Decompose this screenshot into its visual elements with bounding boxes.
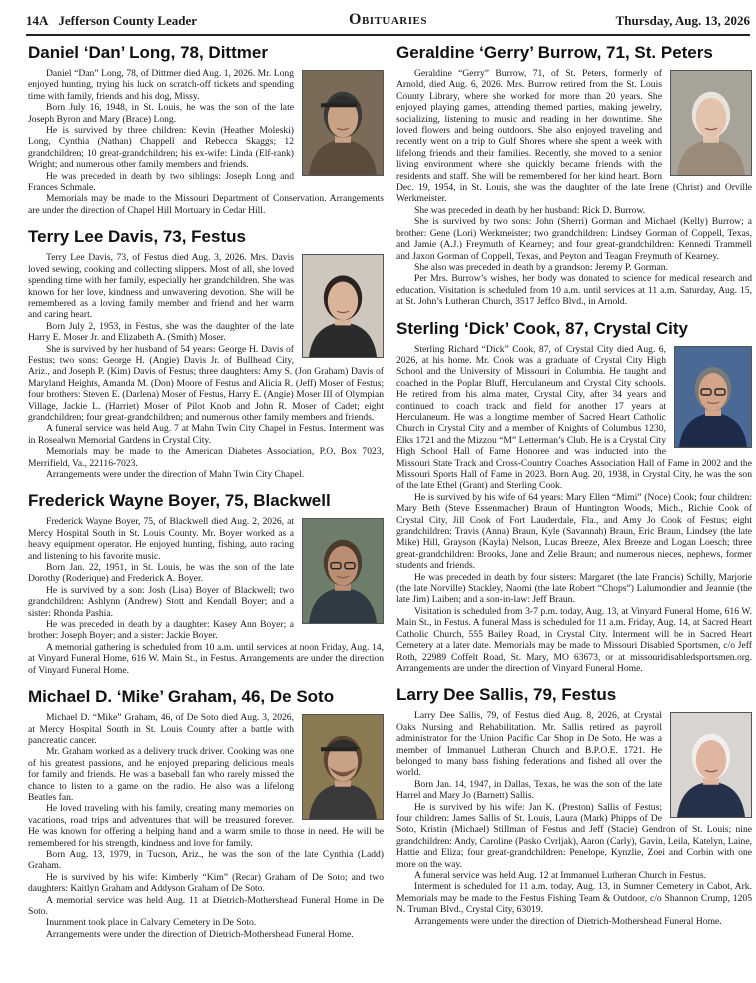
obituary-paragraph: A memorial gathering is scheduled from 10 a.m. until services at noon Friday, Aug. 14, at Vinyard Funeral Home, 616 W. Main St., in Festus. Arrangements are under the direction of Vinyard Funeral Home.	[28, 641, 384, 676]
obituary-right-1	[396, 318, 752, 675]
obituary-paragraph: A funeral service was held Aug. 12 at Immanuel Lutheran Church in Festus.	[414, 870, 707, 881]
obituary-paragraph: Born July 16, 1948, in St. Louis, he was the son of the late Joseph Byron and Mary (Brace) Long.	[28, 102, 294, 125]
obituary-paragraph: Geraldine “Gerry” Burrow, 71, of St. Peters, formerly of Arnold, died Aug. 6, 2026. Mrs. Burrow retired from the St. Louis County Library, where she worked for more than 20 years. She enjoyed playing games, attending themed parties, making jewelry, socializing, listening to music and reading in her downtime. She loved flowers and being outdoors. She also enjoyed traveling and recently went on a trip to Gulf Shores where she spent a week with lifelong friends and their families. Recently, she moved to a senior living environment where she quickly became friends with the residents and staff. She will be remembered for her kind heart. Born Dec. 19, 1954, in St. Louis, she was the daughter of the late Irene (Christ) and Orville Werkmeister.	[396, 68, 752, 205]
obituary-left-2	[28, 490, 384, 676]
obituary-paragraph: Per Mrs. Burrow’s wishes, her body was donated to science for medical research and education. Visitation is scheduled from 10 a.m. until services at 11 a.m. Saturday, Aug. 15, at St. John’s Lutheran Church, 3517 Jeffco Blvd., in Arnold.	[396, 273, 752, 308]
obituary-paragraph: She also was preceded in death by a grandson: Jeremy P. Gorman.	[414, 261, 668, 273]
obituary-paragraph: He is survived by three children: Kevin (Heather Moleski) Long, Cynthia (Nathan) Chappell and Rebecca Skaggs; 12 grandchildren; 10 great-grandchildren; his ex-wife: Linda (Elf-rank) Wright; and numerous other family members and friends.	[28, 125, 294, 171]
obituary-paragraph: Daniel “Dan” Long, 78, of Dittmer died Aug. 1, 2026. Mr. Long enjoyed hunting, trying his luck on scratch-off tickets and spending time with family, friends and his dog, Missy.	[28, 68, 294, 102]
obituary-paragraph: Mr. Graham worked as a delivery truck driver. Cooking was one of his greatest passions, and he enjoyed preparing delicious meals for family and friends. He was a baseball fan who rarely missed the chance to listen to a game on the radio. He also was a lifelong Beatles fan.	[28, 746, 294, 803]
header-rule	[26, 34, 750, 36]
obituary-paragraph: Memorials may be made to the Missouri Department of Conservation. Arrangements are under the direction of Chapel Hill Mortuary in Cedar Hill.	[28, 193, 384, 216]
obituary-paragraph: Arrangements were under the direction of Dietrich-Mothershead Funeral Home.	[46, 928, 354, 940]
obituary-paragraph: He was preceded in death by four sisters: Margaret (the late Francis) Schilly, Marjorie (the late Norville) Stackley, Naomi (the late Robert “Chops”) Lalumondier and Jeannie (the late Jim) Laiben; and a son-in-law: Jeff Braun.	[396, 571, 752, 606]
obituary-headline: Frederick Wayne Boyer, 75, Blackwell	[28, 491, 331, 511]
obituary-paragraph: Born Aug. 13, 1979, in Tucson, Ariz., he was the son of the late Cynthia (Ladd) Graham.	[28, 848, 384, 872]
obituary-paragraph: Born Jan. 22, 1951, in St. Louis, he was the son of the late Dorothy (Roderique) and Frederick A. Boyer.	[28, 562, 294, 585]
obituary-paragraph: Inurnment took place in Calvary Cemetery in De Soto.	[46, 917, 257, 929]
obituary-paragraph: Sterling Richard “Dick” Cook, 87, of Crystal City died Aug. 6, 2026, at his home. Mr. Cook was a graduate of Crystal City High School and the University of Missouri in Columbia. He taught and coached in the Poplar Bluff, Herculaneum and Crystal City schools. He retired from his alma mater, Crystal City, after 34 years and continued to coach track and field for another 17 years at Herculaneum. He was a longtime member of Sacred Heart Catholic Church in Crystal City and a member of Knights of Columbus 1230, Elks 1721 and the Mizzou “M” Letterman’s Club. He is a Crystal City High School Hall of Fame Honoree and was inducted into the Missouri State Track and Cross-Country Coaches Association Hall of Fame in 2002 and the Missouri Sports Hall of Fame in 2023. Born Aug. 20, 1938, in Crystal City, he was the son of the late Ethel (Grant) and Sterling Cook.	[396, 343, 752, 492]
obituary-headline: Larry Dee Sallis, 79, Festus	[396, 685, 617, 705]
woman-portrait	[302, 254, 384, 358]
obituary-paragraph: She is survived by two sons: John (Sherri) Gorman and Michael (Kelly) Burrow; a brother: Gene (Lori) Werkmeister; two grandchildren: Lindsey Gorman of Coppell, Texas, and Jamie (A.J.) Freymuth of Kearney; and four great-grandchildren: Kennedi Trammell and Jaxon Gorman of Coppell, Texas, and Peyton and Teagan Freymuth of Kearney.	[396, 216, 752, 262]
obituary-paragraph: Memorials may be made to the American Diabetes Association, P.O. Box 7023, Merrifield, Va., 22116-7023.	[28, 446, 384, 469]
obituary-right-2	[396, 684, 752, 927]
obituary-paragraph: Larry Dee Sallis, 79, of Festus died Aug. 8, 2026, at Crystal Oaks Nursing and Rehabilitation. Mr. Sallis retired as payroll administrator for the Union Pacific Car Shop in De Soto. He was a member of Immanuel Lutheran Church and B.P.O.E. 1721. He belonged to many bass fishing federations and fished all over the world.	[396, 710, 662, 779]
obituary-paragraph: He was preceded in death by a daughter: Kasey Ann Boyer; a brother: Joseph Boyer; and a sister: Jackie Boyer.	[28, 619, 294, 642]
obituary-paragraph: He is survived by a son: Josh (Lisa) Boyer of Blackwell; two grandchildren: Ashlynn (Andrew) Stott and Kendall Boyer; and a sister: Rhonda Pashia.	[28, 584, 294, 619]
obituary-headline: Sterling ‘Dick’ Cook, 87, Crystal City	[396, 318, 688, 338]
obituary-paragraph: Born July 2, 1953, in Festus, she was the daughter of the late Harry E. Moser Jr. and Elizabeth A. (Smith) Moser.	[28, 320, 294, 344]
obituary-paragraph: He was preceded in death by two siblings: Joseph Long and Frances Schmale.	[28, 170, 294, 194]
obituary-headline: Michael D. ‘Mike’ Graham, 46, De Soto	[28, 687, 335, 707]
obituary-paragraph: Michael D. “Mike” Graham, 46, of De Soto died Aug. 3, 2026, at Mercy Hospital South in St. Louis County after a battle with pancreatic cancer.	[28, 712, 294, 746]
obituary-paragraph: He is survived by his wife: Jan K. (Preston) Sallis of Festus; four children: James Sallis of St. Louis, Laura (Mark) Phipps of De Soto, Kristin (Michael) Stillman of Festus and Jeff (Stacie) Gendron of St. Louis; nine grandchildren: Andy, Caroline (Pasko Cvrljak), Aaron (Carly), Gavin, Leila, Katelyn, Laine, Hattie and Eliza; four great-grandchildren: Penelope, Kynzlie, Zoei and Corbin with one more on the way.	[396, 801, 752, 870]
obituary-paragraph: Visitation is scheduled from 3-7 p.m. today, Aug. 13, at Vinyard Funeral Home, 616 W. Main St., in Festus. A funeral Mass is scheduled for 11 a.m. Friday, Aug. 14, at Sacred Heart Catholic Church, 555 Bailey Road, in Crystal City. Interment will be in Sacred Heart Cemetery at a later date. Memorials may be made to Missouri Disabled Sportsmen, c/o Jeff Roth, 22989 Coffelt Road, St. Mary, MO 63673, or at missouridisabledsportsmen.org. Arrangements are under the direction of Vinyard Funeral Home.	[396, 605, 752, 674]
obituary-paragraph: Terry Lee Davis, 73, of Festus died Aug. 3, 2026. Mrs. Davis loved sewing, cooking and collecting slippers. Most of all, she loved spending time with her family, especially her grandchildren. She was known for her love, kindness and unwavering devotion. She will be remembered as a loving family member and friend and her warm and caring heart.	[28, 252, 294, 321]
obituary-headline: Terry Lee Davis, 73, Festus	[28, 227, 246, 247]
obituary-paragraph: Frederick Wayne Boyer, 75, of Blackwell died Aug. 2, 2026, at Mercy Hospital South in St. Louis County. Mr. Boyer worked as a heavy equipment operator. He enjoyed hunting, fishing, auto racing and listening to his favorite music.	[28, 516, 294, 562]
issue-date: Thursday, Aug. 13, 2026	[615, 13, 750, 28]
obituary-paragraph: Born Jan. 14, 1947, in Dallas, Texas, he was the son of the late Harrel and Mary Jo (Barnett) Sallis.	[396, 778, 662, 802]
obituary-paragraph: He is survived by his wife: Kimberly “Kim” (Recar) Graham of De Soto; and two daughters: Kaitlyn Graham and Addyson Graham of De Soto.	[28, 871, 384, 895]
obituary-paragraph: She was preceded in death by her husband: Rick D. Burrow.	[414, 204, 646, 216]
obituary-headline: Geraldine ‘Gerry’ Burrow, 71, St. Peters	[396, 43, 713, 62]
left-column	[28, 40, 384, 950]
section-title: Obituaries	[349, 11, 427, 28]
obituary-paragraph: He is survived by his wife of 64 years: Mary Ellen “Mimi” (Noce) Cook; four children: Mary Beth (Steve Essenmacher) Braun of Huntington Woods, Mich., Richie Cook of Crystal City, Jill Cook of Fort Lauderdale, Fla., and Amy Jo Cook of Festus; eight grandchildren: Travis (Anna) Braun, Kyle (Savannah) Braun, Eric Braun, Lindsey (the late Mike) Hill, Grayson (Kayla) Nelson, Lucas Breeze, Alex Breeze and Logan Loesch; three great-grandchildren: Brooks, Jane and Zelie Braun; and numerous nieces, nephews, former students and friends.	[396, 491, 752, 572]
older-man-suit-portrait	[670, 712, 752, 818]
obituary-paragraph: Arrangements were under the direction of Mahn Twin City Chapel.	[46, 469, 305, 480]
man-sunglasses-portrait	[302, 518, 384, 624]
page-number: 14A	[26, 13, 49, 28]
man-cap-beard-portrait	[302, 714, 384, 820]
obituary-paragraph: A funeral service was held Aug. 7 at Mahn Twin City Chapel in Festus. Interment was in Rosealwn Memorial Gardens in Crystal City.	[28, 423, 384, 446]
obituary-headline: Daniel ‘Dan’ Long, 78, Dittmer	[28, 43, 268, 62]
obituary-paragraph: He loved traveling with his family, creating many memories on vacations, road trips and adventures that will be treasured forever. He was known for offering a helping hand and a warm smile to those in need. He will be remembered for his strength, kindness and love for family.	[28, 803, 384, 849]
obituary-paragraph: Interment is scheduled for 11 a.m. today, Aug. 13, in Sumner Cemetery in Cabot, Ark. Memorials may be made to the Festus Fishing Team & Outdoor, c/o Shannon Crump, 1205 N. Truman Blvd., Crystal City, 63019.	[396, 881, 752, 916]
obituary-left-1	[28, 226, 384, 480]
paper-name: Jefferson County Leader	[58, 13, 198, 28]
masthead	[26, 11, 750, 33]
obituary-left-0	[28, 42, 384, 216]
man-in-cap-portrait	[302, 70, 384, 176]
woman-white-hair-portrait	[670, 70, 752, 176]
obituary-paragraph: Arrangements were under the direction of Dietrich-Mothershead Funeral Home.	[414, 915, 722, 927]
obituary-paragraph: She is survived by her husband of 54 years: George H. Davis of Festus; two sons: George H. (Angie) Davis Jr. of Bullhead City, Ariz., and Joseph P. (Kim) Davis of Festus; three daughters: Amy S. (Jon Graham) Davis of Maryland Heights, Amanda M. (Don) Moore of Festus and Alicia R. (Jeff) Moser of Festus; four brothers: Steven E. (Darlena) Moser of Festus, Harry E. (Angie) Moser III of Olympian Village, Jackie L. (Harriet) Moser of Pilot Knob and John R. Moser of Cadet; eight grandchildren; four great-grandchildren; and numerous other family members and friends.	[28, 343, 384, 423]
man-glasses-suit-portrait	[674, 346, 752, 448]
right-column	[396, 40, 752, 937]
obituary-right-0	[396, 42, 752, 308]
obituary-paragraph: A memorial service was held Aug. 11 at Dietrich-Mothershead Funeral Home in De Soto.	[28, 894, 384, 917]
obituary-left-3	[28, 686, 384, 940]
